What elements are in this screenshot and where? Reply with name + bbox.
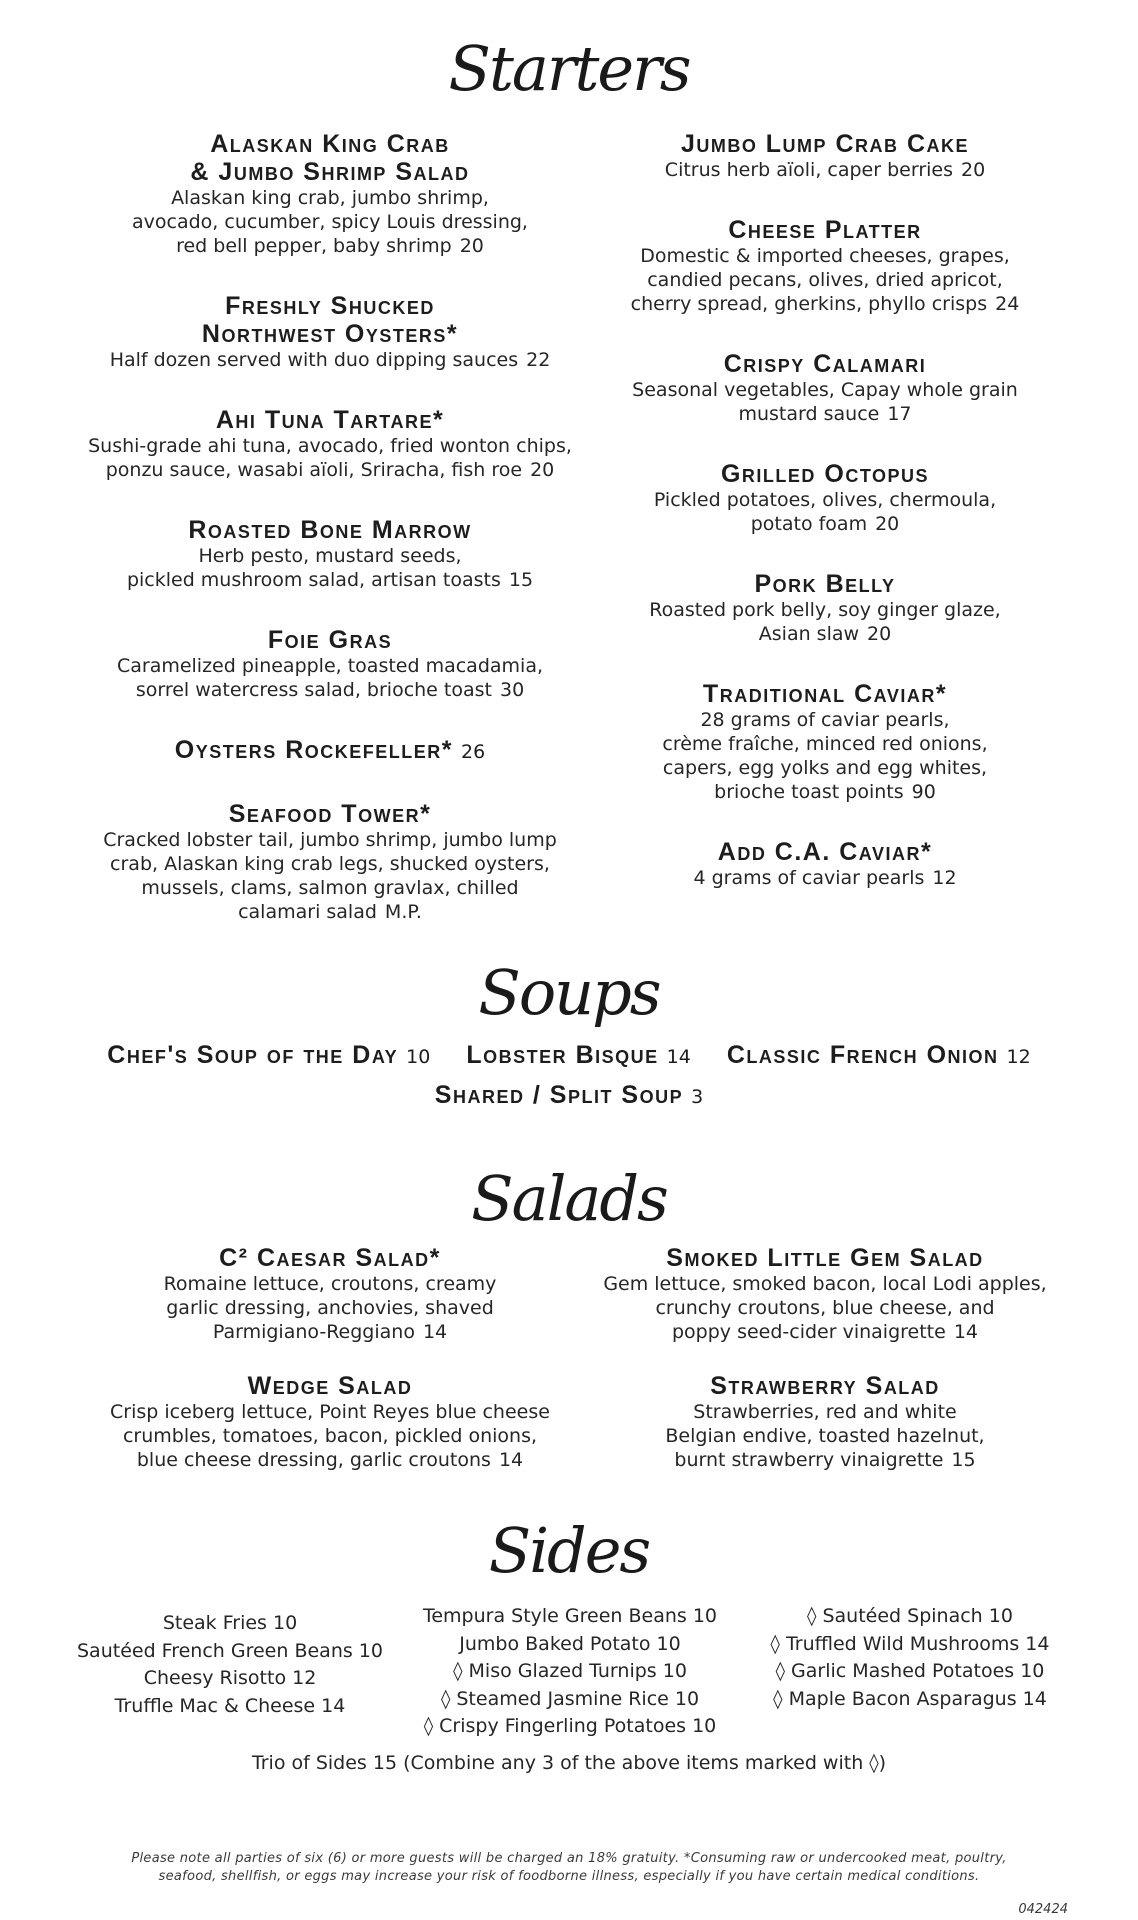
footnote-line-2: seafood, shellfish, or eggs may increase your risk of foodborne illness, especially if you have certain medical conditions. bbox=[158, 1869, 980, 1884]
item-price: 15 bbox=[951, 1449, 976, 1471]
item-description-text: crumbles, tomatoes, bacon, pickled onions, bbox=[122, 1425, 538, 1447]
item-description-text: poppy seed-cider vinaigrette bbox=[671, 1321, 946, 1343]
soup-item bbox=[727, 1041, 1031, 1071]
item-description-text: Citrus herb aïoli, caper berries bbox=[664, 159, 954, 181]
item-description-text: blue cheese dressing, garlic croutons bbox=[136, 1449, 491, 1471]
menu-item bbox=[580, 350, 1070, 426]
soup-price: 3 bbox=[691, 1086, 704, 1108]
side-item: Jumbo Baked Potato 10 bbox=[459, 1632, 681, 1655]
item-description-text: Alaskan king crab, jumbo shrimp, bbox=[171, 187, 489, 209]
item-description bbox=[580, 732, 1070, 756]
side-item: Truffle Mac & Cheese 14 bbox=[114, 1694, 346, 1717]
item-description bbox=[80, 348, 580, 372]
item-description bbox=[580, 512, 1070, 536]
menu-item bbox=[80, 406, 580, 482]
menu-item bbox=[80, 1372, 580, 1472]
soup-price: 10 bbox=[406, 1046, 431, 1068]
item-name bbox=[580, 838, 1070, 866]
item-price: 14 bbox=[498, 1449, 524, 1471]
item-description-text: mustard sauce bbox=[738, 403, 880, 425]
item-name-text: Wedge Salad bbox=[247, 1372, 413, 1400]
item-description bbox=[80, 1320, 580, 1344]
salads-right-column bbox=[580, 1244, 1070, 1472]
sides-title: Sides bbox=[488, 1514, 650, 1587]
menu-item bbox=[80, 292, 580, 372]
menu-item bbox=[580, 130, 1070, 182]
item-description bbox=[80, 852, 580, 876]
starters-left-column bbox=[80, 130, 580, 924]
item-description-text: Domestic & imported cheeses, grapes, bbox=[640, 245, 1010, 267]
item-description-text: Herb pesto, mustard seeds, bbox=[198, 545, 462, 567]
item-description-text: ponzu sauce, wasabi aïoli, Sriracha, fish roe bbox=[105, 459, 523, 481]
item-description-text: red bell pepper, baby shrimp bbox=[176, 235, 452, 257]
salads-left-column bbox=[80, 1244, 580, 1472]
item-name bbox=[580, 1244, 1070, 1272]
item-name-text: & Jumbo Shrimp Salad bbox=[190, 158, 470, 186]
soup-price: 14 bbox=[666, 1046, 691, 1068]
menu-code: 042424 bbox=[1018, 1902, 1068, 1917]
item-name-text: Alaskan King Crab bbox=[210, 130, 450, 158]
item-description-text: Roasted pork belly, soy ginger glaze, bbox=[649, 599, 1001, 621]
item-description bbox=[80, 1448, 580, 1472]
item-description bbox=[580, 598, 1070, 622]
item-price: 22 bbox=[526, 349, 551, 371]
item-description bbox=[580, 622, 1070, 646]
side-item: ◊ Garlic Mashed Potatoes 10 bbox=[775, 1660, 1045, 1682]
soups-row-shared bbox=[0, 1081, 1138, 1111]
item-description-text: Crisp iceberg lettuce, Point Reyes blue cheese bbox=[110, 1401, 550, 1423]
item-description bbox=[580, 292, 1070, 316]
item-price: 17 bbox=[887, 403, 912, 425]
item-description bbox=[580, 708, 1070, 732]
item-description-text: candied pecans, olives, dried apricot, bbox=[647, 269, 1003, 291]
soup-name: Chef's Soup of the Day bbox=[107, 1041, 399, 1069]
item-description-text: cherry spread, gherkins, phyllo crisps bbox=[630, 293, 988, 315]
item-description-text: 4 grams of caviar pearls bbox=[693, 867, 925, 889]
soups-title: Soups bbox=[478, 956, 660, 1029]
item-description bbox=[80, 544, 580, 568]
soup-price: 12 bbox=[1006, 1046, 1031, 1068]
soups-row bbox=[0, 1041, 1138, 1071]
item-name-text: C² Caesar Salad* bbox=[219, 1244, 441, 1272]
item-description bbox=[580, 402, 1070, 426]
menu-item bbox=[580, 680, 1070, 804]
side-item: ◊ Truffled Wild Mushrooms 14 bbox=[770, 1632, 1050, 1655]
item-description-text: sorrel watercress salad, brioche toast bbox=[135, 679, 492, 701]
item-description-text: Belgian endive, toasted hazelnut, bbox=[665, 1425, 985, 1447]
item-name bbox=[580, 130, 1070, 158]
item-description bbox=[580, 1424, 1070, 1448]
menu-item bbox=[80, 626, 580, 702]
item-name-text: Northwest Oysters* bbox=[201, 320, 459, 348]
item-price: 14 bbox=[422, 1321, 448, 1343]
item-description-text: capers, egg yolks and egg whites, bbox=[662, 757, 988, 779]
item-name bbox=[580, 460, 1070, 488]
item-name bbox=[580, 680, 1070, 708]
item-name-text: Foie Gras bbox=[267, 626, 393, 654]
item-name bbox=[580, 1372, 1070, 1400]
menu-item bbox=[580, 570, 1070, 646]
footnote-line-1: Please note all parties of six (6) or more guests will be charged an 18% gratuity. *Consuming raw or undercooked meat, poultry, bbox=[131, 1851, 1007, 1866]
item-description-text: calamari salad bbox=[238, 901, 377, 923]
item-name-text: Smoked Little Gem Salad bbox=[666, 1244, 984, 1272]
item-description-text: garlic dressing, anchovies, shaved bbox=[166, 1297, 494, 1319]
side-item: ◊ Crispy Fingerling Potatoes 10 bbox=[423, 1715, 717, 1737]
item-description-text: Asian slaw bbox=[758, 623, 860, 645]
item-description-text: Caramelized pineapple, toasted macadamia, bbox=[116, 655, 544, 677]
item-name-text: Oysters Rockefeller* bbox=[174, 736, 453, 764]
item-name bbox=[80, 1244, 580, 1272]
item-name-text: Strawberry Salad bbox=[710, 1372, 940, 1400]
item-name-text: Seafood Tower* bbox=[228, 800, 432, 828]
item-name-text: Pork Belly bbox=[754, 570, 896, 598]
item-description bbox=[580, 780, 1070, 804]
item-description-text: Half dozen served with duo dipping sauces bbox=[109, 349, 519, 371]
item-price: M.P. bbox=[384, 901, 422, 923]
item-description-text: Strawberries, red and white bbox=[693, 1401, 957, 1423]
item-description bbox=[80, 876, 580, 900]
item-price: 20 bbox=[459, 235, 484, 257]
item-price: 90 bbox=[911, 781, 936, 803]
item-name bbox=[580, 570, 1070, 598]
sides-column-2 bbox=[400, 1603, 740, 1741]
starters-right-column bbox=[580, 130, 1070, 890]
item-name bbox=[80, 626, 580, 654]
item-description bbox=[80, 900, 580, 924]
menu-item bbox=[80, 1244, 580, 1344]
item-name bbox=[80, 320, 580, 348]
item-description-text: Pickled potatoes, olives, chermoula, bbox=[653, 489, 997, 511]
item-description bbox=[580, 866, 1070, 890]
item-description bbox=[580, 488, 1070, 512]
item-price: 20 bbox=[961, 159, 986, 181]
item-name bbox=[80, 800, 580, 828]
item-description-text: burnt strawberry vinaigrette bbox=[674, 1449, 944, 1471]
item-description-text: pickled mushroom salad, artisan toasts bbox=[126, 569, 501, 591]
item-name-text: Cheese Platter bbox=[728, 216, 922, 244]
salads-title: Salads bbox=[471, 1162, 667, 1235]
side-item: Sautéed French Green Beans 10 bbox=[77, 1639, 383, 1662]
item-description-text: Seasonal vegetables, Capay whole grain bbox=[632, 379, 1018, 401]
side-item: Tempura Style Green Beans 10 bbox=[422, 1605, 718, 1627]
sides-column-3 bbox=[740, 1603, 1080, 1713]
item-name-text: Traditional Caviar* bbox=[702, 680, 948, 708]
item-description bbox=[80, 568, 580, 592]
item-description bbox=[580, 378, 1070, 402]
item-description bbox=[580, 268, 1070, 292]
sides-column-1 bbox=[60, 1610, 400, 1720]
side-item: ◊ Steamed Jasmine Rice 10 bbox=[440, 1687, 700, 1710]
item-description bbox=[580, 1400, 1070, 1424]
item-name bbox=[80, 406, 580, 434]
soup-name: Lobster Bisque bbox=[466, 1041, 659, 1069]
soup-name: Classic French Onion bbox=[726, 1041, 999, 1069]
item-description bbox=[80, 210, 580, 234]
item-description bbox=[580, 1448, 1070, 1472]
item-price: 14 bbox=[953, 1321, 979, 1343]
item-description bbox=[580, 1296, 1070, 1320]
item-description bbox=[80, 186, 580, 210]
item-price: 24 bbox=[995, 293, 1020, 315]
menu-item bbox=[80, 736, 580, 766]
item-description bbox=[580, 1272, 1070, 1296]
item-price: 26 bbox=[461, 741, 486, 763]
menu-item bbox=[580, 1244, 1070, 1344]
item-description bbox=[580, 244, 1070, 268]
soup-name: Shared / Split Soup bbox=[434, 1081, 684, 1109]
item-description bbox=[80, 1400, 580, 1424]
item-name-text: Freshly Shucked bbox=[225, 292, 435, 320]
menu-item bbox=[80, 516, 580, 592]
item-description-text: Sushi-grade ahi tuna, avocado, fried wonton chips, bbox=[88, 435, 572, 457]
item-name bbox=[80, 292, 580, 320]
item-name bbox=[80, 516, 580, 544]
side-item: Cheesy Risotto 12 bbox=[143, 1667, 317, 1689]
item-price: 20 bbox=[875, 513, 900, 535]
item-name bbox=[80, 158, 580, 186]
item-description bbox=[580, 756, 1070, 780]
item-name bbox=[80, 1372, 580, 1400]
item-description-text: mussels, clams, salmon gravlax, chilled bbox=[141, 877, 519, 899]
item-price: 30 bbox=[499, 679, 525, 701]
soup-item bbox=[466, 1041, 690, 1071]
item-description-text: crab, Alaskan king crab legs, shucked oysters, bbox=[110, 853, 550, 875]
item-description bbox=[80, 1424, 580, 1448]
item-description bbox=[80, 434, 580, 458]
item-name bbox=[80, 736, 580, 766]
item-name bbox=[580, 350, 1070, 378]
item-name-text: Crispy Calamari bbox=[723, 350, 927, 378]
menu-item bbox=[580, 460, 1070, 536]
side-item: Steak Fries 10 bbox=[162, 1612, 298, 1634]
item-description-text: brioche toast points bbox=[714, 781, 904, 803]
item-name-text: Ahi Tuna Tartare* bbox=[215, 406, 445, 434]
item-description-text: Romaine lettuce, croutons, creamy bbox=[163, 1273, 497, 1295]
item-price: 20 bbox=[867, 623, 892, 645]
item-description-text: Gem lettuce, smoked bacon, local Lodi apples, bbox=[603, 1273, 1047, 1295]
menu-item bbox=[80, 130, 580, 258]
item-name bbox=[580, 216, 1070, 244]
item-description bbox=[80, 234, 580, 258]
footnote bbox=[0, 1850, 1138, 1886]
item-description-text: crunchy croutons, blue cheese, and bbox=[655, 1297, 995, 1319]
item-price: 12 bbox=[932, 867, 957, 889]
item-description-text: potato foam bbox=[750, 513, 868, 535]
item-description-text: crème fraîche, minced red onions, bbox=[662, 733, 988, 755]
item-description bbox=[80, 458, 580, 482]
item-description-text: Cracked lobster tail, jumbo shrimp, jumbo lump bbox=[103, 829, 557, 851]
item-description bbox=[80, 678, 580, 702]
soup-item bbox=[435, 1081, 703, 1111]
item-name-text: Jumbo Lump Crab Cake bbox=[680, 130, 970, 158]
item-price: 20 bbox=[530, 459, 555, 481]
menu-item bbox=[580, 838, 1070, 890]
item-name bbox=[80, 130, 580, 158]
item-description bbox=[80, 828, 580, 852]
item-description-text: 28 grams of caviar pearls, bbox=[700, 709, 950, 731]
item-description-text: Parmigiano-Reggiano bbox=[212, 1321, 415, 1343]
item-description bbox=[580, 1320, 1070, 1344]
side-item: ◊ Maple Bacon Asparagus 14 bbox=[773, 1687, 1047, 1710]
item-name-text: Add C.A. Caviar* bbox=[717, 838, 933, 866]
item-price: 15 bbox=[508, 569, 534, 591]
menu-item bbox=[80, 800, 580, 924]
item-name-text: Grilled Octopus bbox=[720, 460, 929, 488]
menu-item bbox=[580, 1372, 1070, 1472]
item-description bbox=[580, 158, 1070, 182]
menu-item bbox=[580, 216, 1070, 316]
soup-item bbox=[107, 1041, 430, 1071]
item-description bbox=[80, 654, 580, 678]
item-name-text: Roasted Bone Marrow bbox=[188, 516, 472, 544]
side-item: ◊ Sautéed Spinach 10 bbox=[807, 1605, 1013, 1627]
item-description-text: avocado, cucumber, spicy Louis dressing, bbox=[132, 211, 528, 233]
item-description bbox=[80, 1296, 580, 1320]
side-item: ◊ Miso Glazed Turnips 10 bbox=[453, 1660, 687, 1682]
starters-title: Starters bbox=[448, 32, 690, 105]
item-description bbox=[80, 1272, 580, 1296]
trio-of-sides: Trio of Sides 15 (Combine any 3 of the above items marked with ◊) bbox=[251, 1752, 887, 1774]
